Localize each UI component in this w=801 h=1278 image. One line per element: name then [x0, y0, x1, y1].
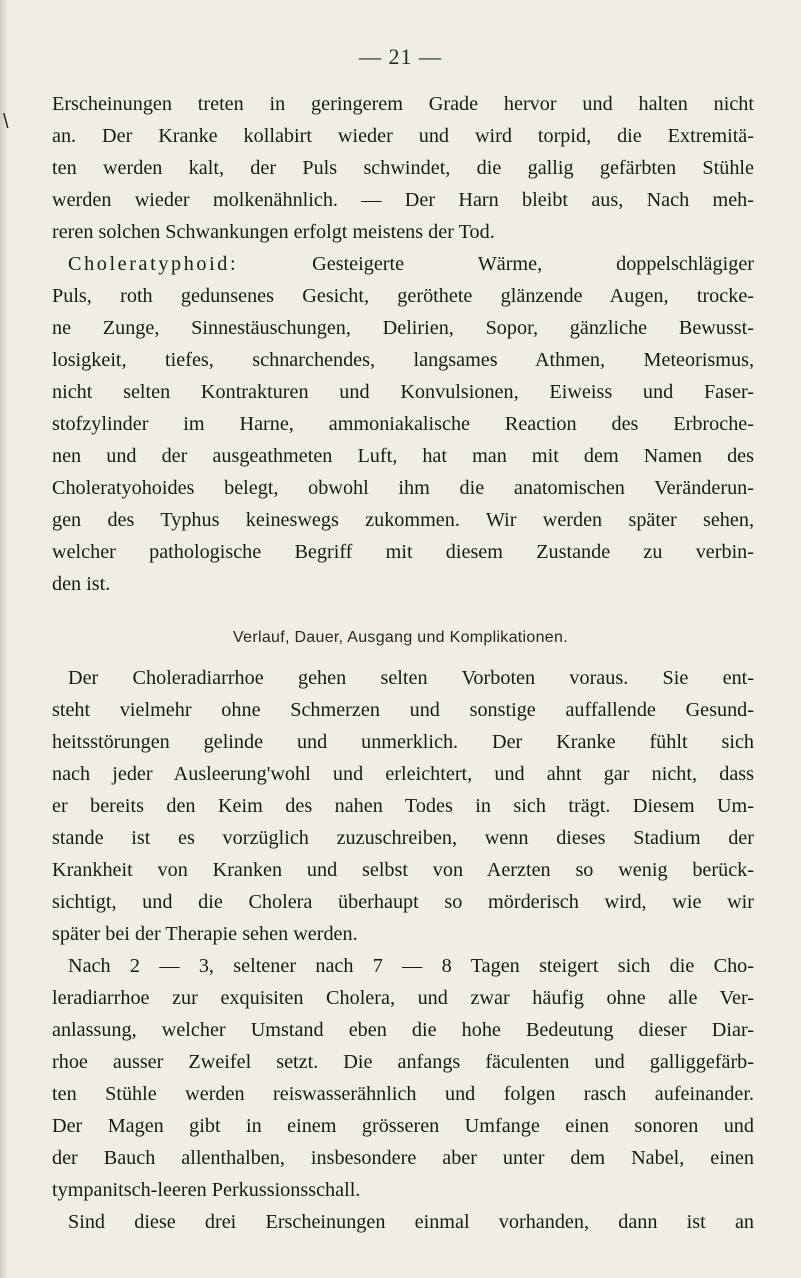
text-line: nicht selten Kontrakturen und Konvulsionen, Eiweiss und Faser-	[52, 381, 754, 403]
text-line: heitsstörungen gelinde und unmerklich. Der Kranke fühlt sich	[52, 731, 754, 753]
text-line: anlassung, welcher Umstand eben die hohe Bedeutung dieser Diar-	[52, 1019, 754, 1041]
text-line: Nach 2 — 3, seltener nach 7 — 8 Tagen steigert sich die Cho-	[68, 955, 754, 977]
text-line: nach jeder Ausleerung'wohl und erleichtert, und ahnt gar nicht, dass	[52, 763, 754, 785]
text-line: losigkeit, tiefes, schnarchendes, langsames Athmen, Meteorismus,	[52, 349, 754, 371]
section-heading: Verlauf, Dauer, Ausgang und Komplikationen.	[233, 629, 568, 646]
text-line: werden wieder molkenähnlich. — Der Harn bleibt aus, Nach meh-	[52, 189, 754, 211]
text-line-with-term	[68, 254, 754, 274]
text-line: stofzylinder im Harne, ammoniakalische Reaction des Erbroche-	[52, 413, 754, 435]
text-line: ten Stühle werden reiswasserähnlich und folgen rasch aufeinander.	[52, 1083, 754, 1105]
text-line: welcher pathologische Begriff mit diesem Zustande zu verbin-	[52, 541, 754, 563]
text-line: der Bauch allenthalben, insbesondere aber unter dem Nabel, einen	[52, 1147, 754, 1169]
text-line: rhoe ausser Zweifel setzt. Die anfangs fäculenten und galliggefärb-	[52, 1051, 754, 1073]
text-line: Sind diese drei Erscheinungen einmal vorhanden, dann ist an	[68, 1211, 754, 1233]
text-line: ten werden kalt, der Puls schwindet, die gallig gefärbten Stühle	[52, 157, 754, 179]
text-line: Choleratyohoides belegt, obwohl ihm die anatomischen Veränderun-	[52, 477, 754, 499]
text-line: gen des Typhus keineswegs zukommen. Wir werden später sehen,	[52, 509, 754, 531]
text-line: reren solchen Schwankungen erfolgt meistens der Tod.	[52, 221, 495, 243]
text-line: Der Choleradiarrhoe gehen selten Vorboten voraus. Sie ent-	[68, 667, 754, 689]
text-line: an. Der Kranke kollabirt wieder und wird torpid, die Extremitä-	[52, 125, 754, 147]
text-line: stande ist es vorzüglich zuzuschreiben, wenn dieses Stadium der	[52, 827, 754, 849]
spaced-term-choleratyphoid: Choleratyphoid:	[68, 253, 239, 275]
text-line: Krankheit von Kranken und selbst von Aerzten so wenig berück-	[52, 859, 754, 881]
margin-pencil-mark: \	[3, 111, 9, 133]
text-line: Puls, roth gedunsenes Gesicht, geröthete glänzende Augen, trocke-	[52, 285, 754, 307]
text-run: Gesteigerte Wärme, doppelschlägiger	[312, 253, 755, 275]
text-line: tympanitsch-leeren Perkussionsschall.	[52, 1179, 361, 1201]
text-line: Erscheinungen treten in geringerem Grade hervor und halten nicht	[52, 93, 754, 115]
text-line: steht vielmehr ohne Schmerzen und sonstige auffallende Gesund-	[52, 699, 754, 721]
text-line: später bei der Therapie sehen werden.	[52, 923, 358, 945]
text-line: nen und der ausgeathmeten Luft, hat man mit dem Namen des	[52, 445, 754, 467]
text-line: Der Magen gibt in einem grösseren Umfange einen sonoren und	[52, 1115, 754, 1137]
text-line: den ist.	[52, 573, 111, 595]
text-line: ne Zunge, Sinnestäuschungen, Delirien, Sopor, gänzliche Bewusst-	[52, 317, 754, 339]
text-line: leradiarrhoe zur exquisiten Cholera, und zwar häufig ohne alle Ver-	[52, 987, 754, 1009]
text-line: er bereits den Keim des nahen Todes in sich trägt. Diesem Um-	[52, 795, 754, 817]
page-number: — 21 —	[359, 44, 442, 69]
text-line: sichtigt, und die Cholera überhaupt so mörderisch wird, wie wir	[52, 891, 754, 913]
